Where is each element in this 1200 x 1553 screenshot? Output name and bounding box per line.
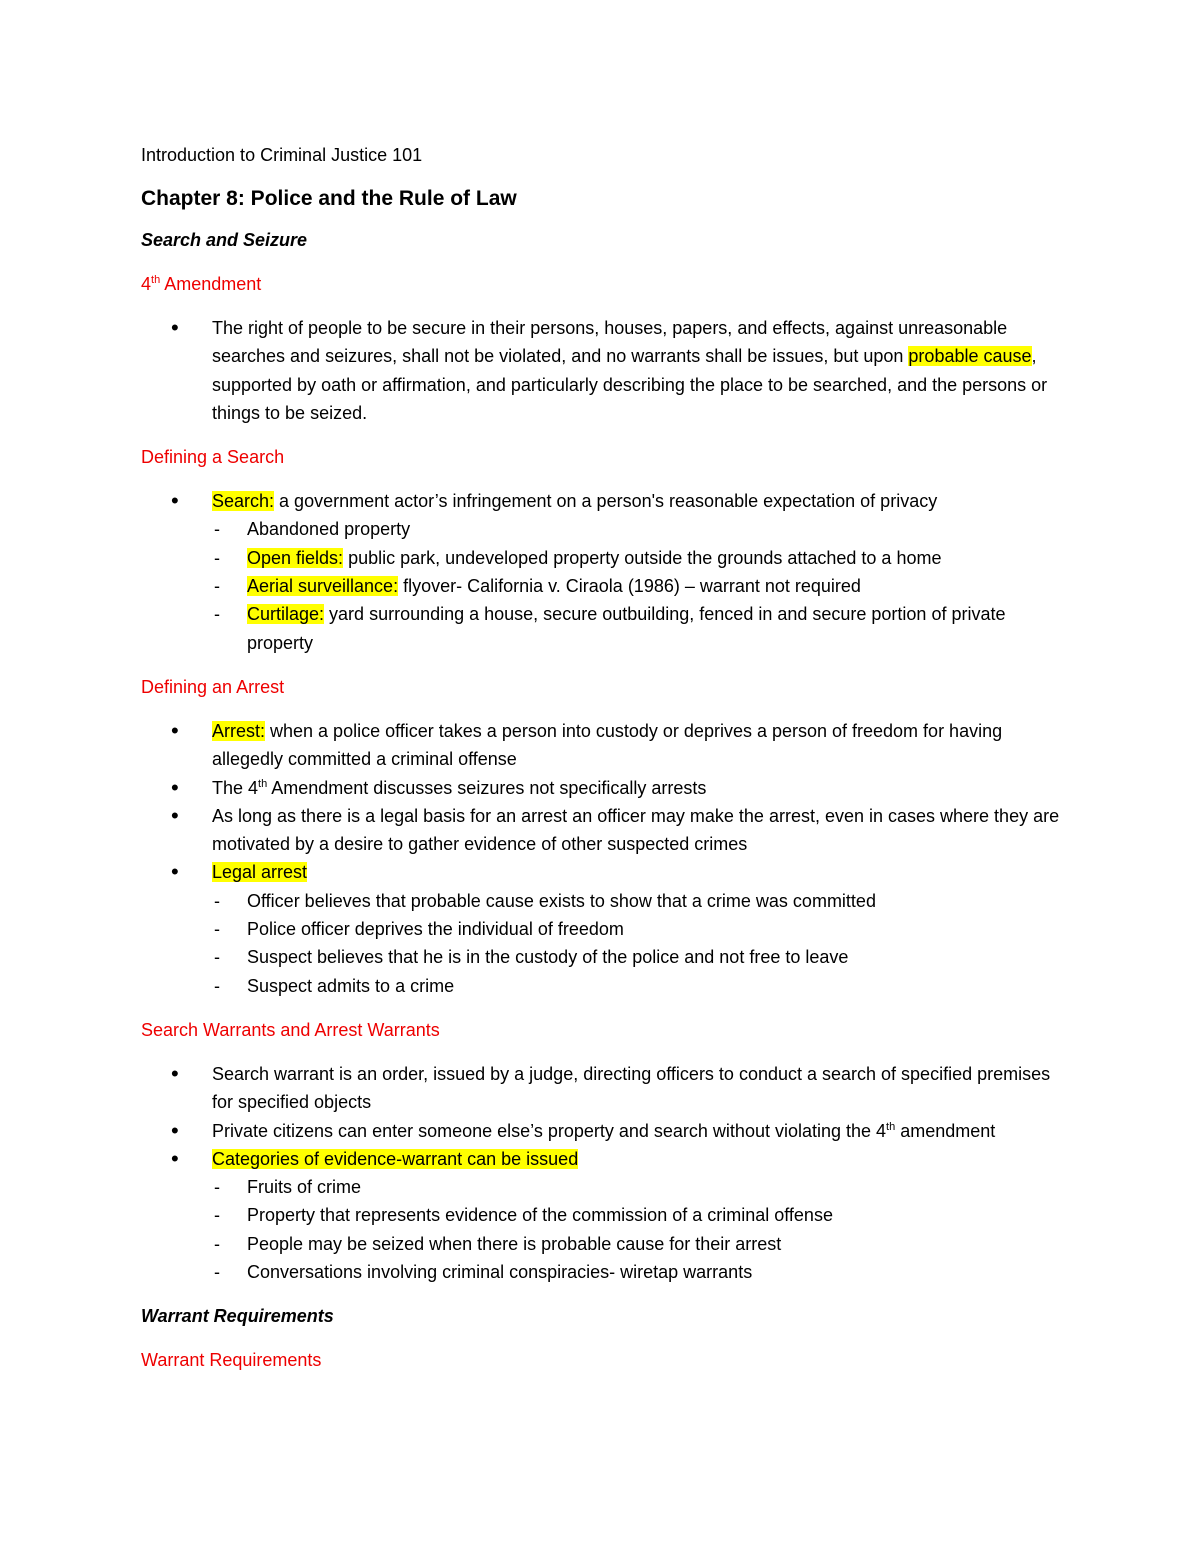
heading-warrants: Search Warrants and Arrest Warrants — [141, 1019, 440, 1040]
sublist-item: - Open fields: public park, undeveloped property outside the grounds attached to a home — [141, 544, 1061, 572]
list-item — [141, 1145, 1061, 1286]
sublist-item: - Officer believes that probable cause exists to show that a crime was committed — [141, 887, 1061, 915]
legal-arrest-sublist — [212, 887, 1061, 1000]
sublist-item: - People may be seized when there is probable cause for their arrest — [141, 1230, 1061, 1258]
section-heading-search-seizure: Search and Seizure — [141, 230, 308, 250]
sublist-item: - Suspect admits to a crime — [141, 972, 1061, 1000]
sublist-item: - Curtilage: yard surrounding a house, secure outbuilding, fenced in and secure portion of private property — [141, 600, 1061, 657]
term-highlight: Arrest: — [212, 720, 266, 741]
list-item: • Arrest: when a police officer takes a person into custody or deprives a person of freedom for having allegedly committed a criminal offense — [141, 717, 1061, 774]
heading-4th-amendment: 4th Amendment — [141, 274, 262, 294]
sublist-item: - Fruits of crime — [141, 1173, 1061, 1201]
sublist-item: - Suspect believes that he is in the custody of the police and not free to leave — [141, 943, 1061, 971]
amendment-list — [141, 314, 1061, 427]
chapter-title: Chapter 8: Police and the Rule of Law — [141, 187, 517, 210]
arrest-list — [141, 717, 1061, 1000]
list-item: • The 4th Amendment discusses seizures not specifically arrests — [141, 774, 1061, 802]
term-highlight: Legal arrest — [212, 862, 308, 883]
categories-sublist — [212, 1173, 1061, 1286]
heading-warrant-requirements: Warrant Requirements — [141, 1350, 322, 1371]
list-item: • The right of people to be secure in their persons, houses, papers, and effects, against unreasonable searches and seizures, shall not be violated, and no warrants shall be issues, but upon probable cause, supported by oath or affirmation, and particularly describing the place to be searched, and the persons or things to be seized. — [141, 314, 1061, 427]
warrants-list — [141, 1060, 1061, 1286]
term-highlight: Open fields: — [247, 547, 344, 568]
term-highlight: Categories of evidence-warrant can be issued — [212, 1148, 579, 1169]
list-item: • Search: a government actor’s infringement on a person's reasonable expectation of privacy - Abandoned property - Open fields: public park, undeveloped property outside the grounds attached to a home - Aerial surveillance: flyover- California v. Ciraola (1986) – warrant not required - Curtilage: yard surrounding a house, secure outbuilding, fenced in and secure portion of private property — [141, 487, 1061, 657]
sublist-item: - Conversations involving criminal conspiracies- wiretap warrants — [141, 1258, 1061, 1286]
list-item: • Search warrant is an order, issued by a judge, directing officers to conduct a search of specified premises for specified objects — [141, 1060, 1061, 1117]
list-item — [141, 858, 1061, 999]
search-sublist — [212, 515, 1061, 656]
sublist-item: - Aerial surveillance: flyover- California v. Ciraola (1986) – warrant not required — [141, 572, 1061, 600]
sublist-item: - Abandoned property — [141, 515, 1061, 543]
list-item: • Private citizens can enter someone else’s property and search without violating the 4th amendment — [141, 1117, 1061, 1145]
term-highlight: Search: — [212, 491, 275, 512]
search-list — [141, 487, 1061, 657]
term-highlight: Curtilage: — [247, 604, 325, 625]
course-title: Introduction to Criminal Justice 101 — [141, 145, 423, 165]
list-item: • As long as there is a legal basis for an arrest an officer may make the arrest, even in cases where they are motivated by a desire to gather evidence of other suspected crimes — [141, 802, 1061, 859]
heading-defining-search: Defining a Search — [141, 447, 285, 468]
highlight-probable-cause: probable cause — [908, 346, 1032, 367]
document-page — [141, 140, 1061, 1390]
heading-defining-arrest: Defining an Arrest — [141, 676, 285, 697]
sublist-item: - Police officer deprives the individual of freedom — [141, 915, 1061, 943]
sublist-item: - Property that represents evidence of the commission of a criminal offense — [141, 1201, 1061, 1229]
section-heading-warrant-requirements: Warrant Requirements — [141, 1306, 334, 1327]
term-highlight: Aerial surveillance: — [247, 576, 399, 597]
